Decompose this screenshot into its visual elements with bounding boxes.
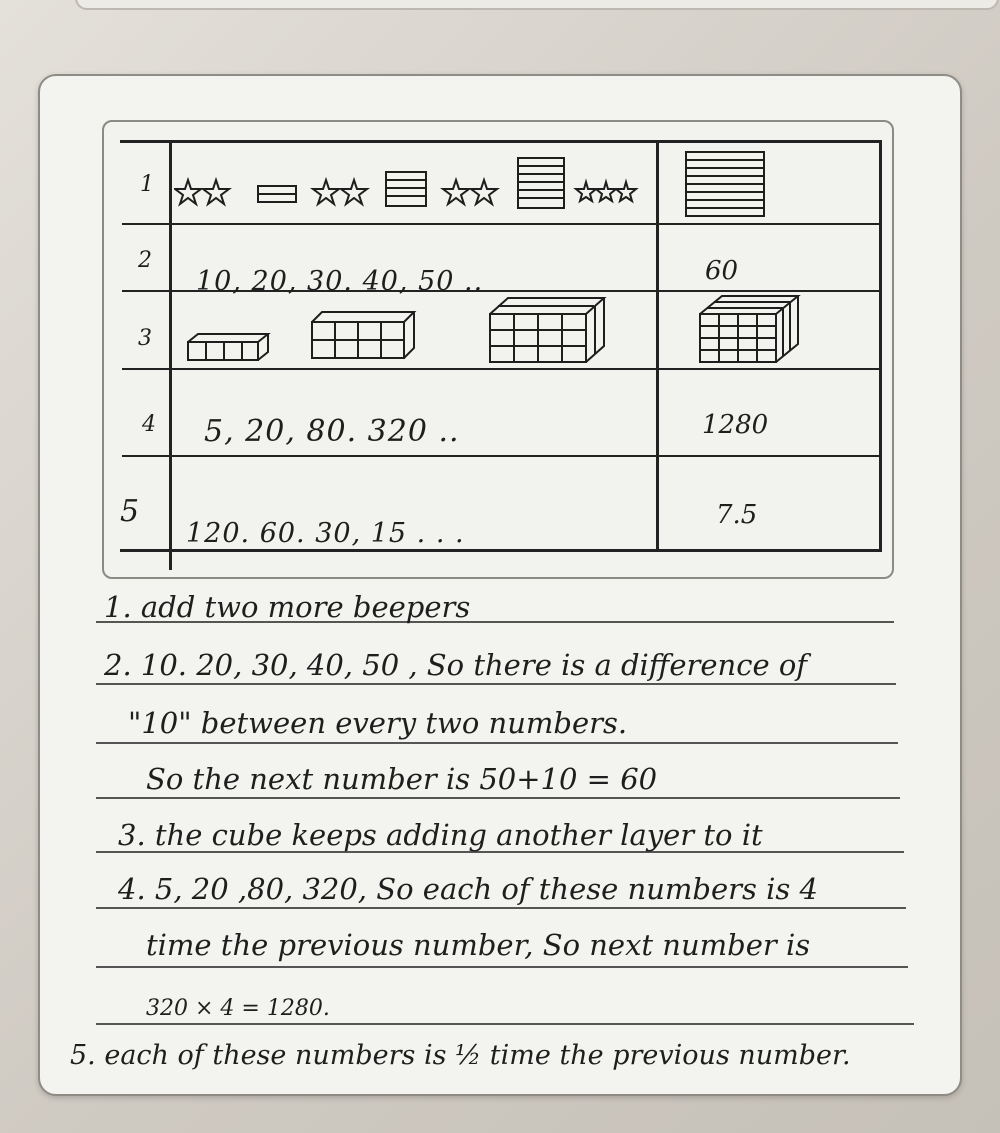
answer-cell: 7.5: [716, 500, 758, 530]
star-icon: [471, 180, 497, 204]
answer-beeper-stack: [680, 148, 770, 220]
cube-stage-2: [312, 312, 414, 358]
ruled-line: [96, 966, 908, 968]
note-line: So the next number is 50+10 = 60: [146, 762, 658, 796]
row-number: 1: [140, 172, 154, 197]
note-line: 320 × 4 = 1280.: [146, 996, 330, 1021]
answer-cell: 1280: [702, 410, 769, 440]
stars-and-beepers-pattern: [174, 150, 664, 226]
star-icon: [203, 180, 229, 204]
row-number: 3: [138, 326, 152, 351]
pattern-cell: 120. 60. 30, 15 . . .: [186, 518, 465, 549]
row-number: 2: [138, 248, 152, 273]
answer-cell: 60: [705, 256, 739, 286]
star-icon: [576, 182, 596, 201]
note-line: 3. the cube keeps adding another layer to it: [118, 818, 763, 852]
row-number: 4: [142, 412, 156, 437]
star-icon: [443, 180, 469, 204]
cube-stage-3: [490, 298, 604, 362]
ruled-line: [96, 797, 900, 799]
top-paper-edge: [75, 0, 999, 10]
star-icon: [313, 180, 339, 204]
row-number: 5: [120, 494, 140, 529]
ruled-line: [96, 1023, 914, 1025]
ruled-line: [96, 907, 906, 909]
star-icon: [341, 180, 367, 204]
note-line: "10" between every two numbers.: [128, 706, 628, 740]
pattern-cell: 5, 20, 80. 320 ..: [204, 414, 460, 449]
answer-cube: [694, 290, 804, 370]
note-line: time the previous number, So next number is: [146, 928, 811, 962]
star-icon: [596, 182, 616, 201]
ruled-line: [96, 742, 898, 744]
note-line: 2. 10. 20, 30, 40, 50 , So there is a difference of: [104, 648, 808, 682]
cube-growth-pattern: [182, 292, 622, 368]
cube-stage-1: [188, 334, 268, 360]
note-line: 1. add two more beepers: [104, 590, 471, 624]
note-line: 4. 5, 20 ,80, 320, So each of these numbers is 4: [118, 872, 818, 906]
star-icon: [175, 180, 201, 204]
pattern-cell: 10, 20, 30. 40, 50 ..: [196, 266, 484, 297]
ruled-line: [96, 683, 896, 685]
star-icon: [616, 182, 636, 201]
row-divider: [122, 455, 882, 457]
note-line: 5. each of these numbers is ½ time the previous number.: [70, 1040, 851, 1071]
